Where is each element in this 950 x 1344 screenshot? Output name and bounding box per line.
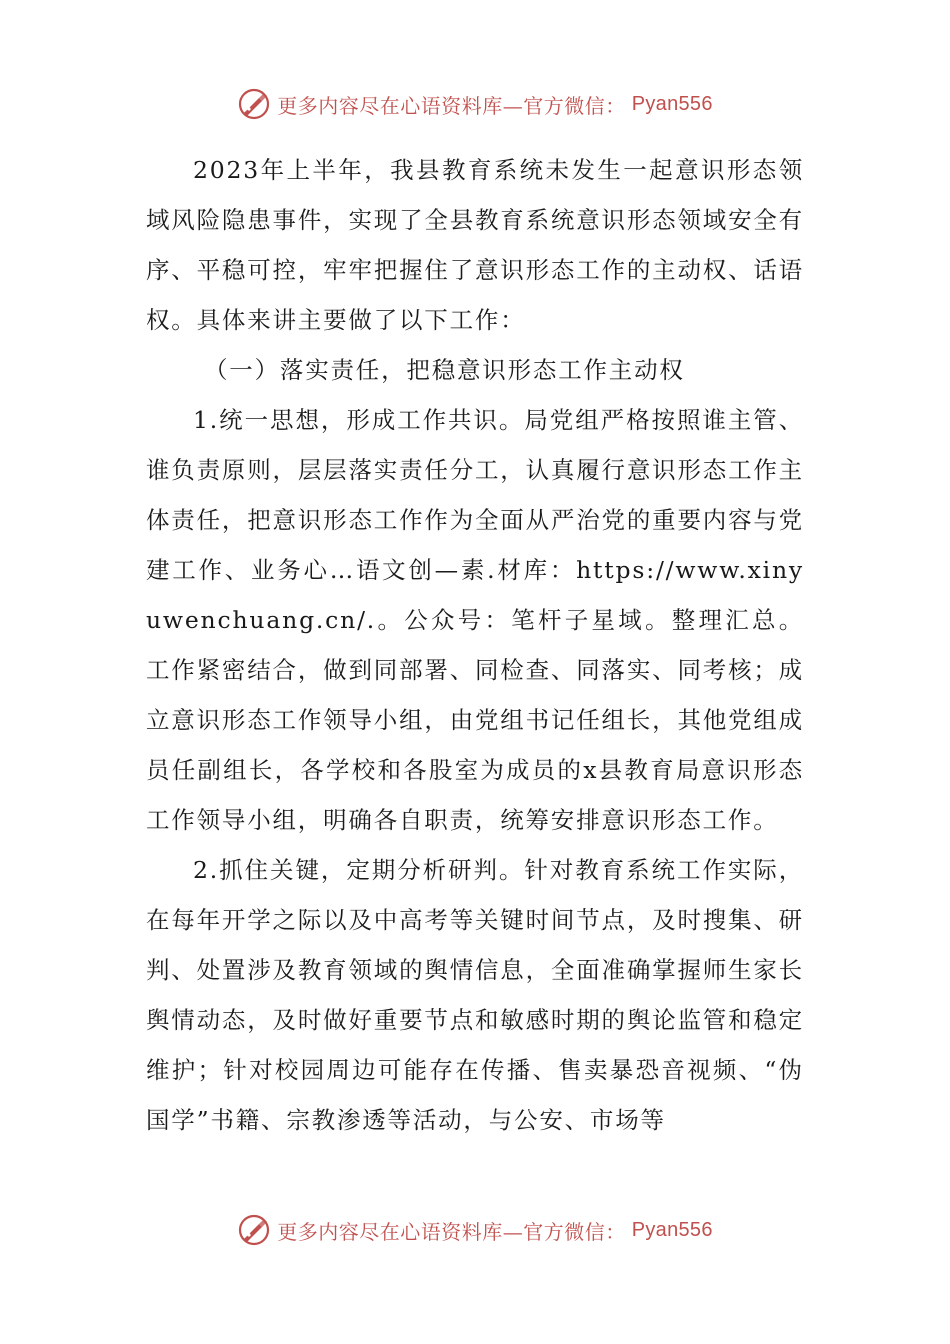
header-wechat-id: Pyan556 [631,92,713,115]
brand-banner-footer[interactable] [237,1213,713,1247]
document-body [146,145,804,1145]
footer-brand-text: 更多内容尽在心语资料库—官方微信： [277,1219,626,1244]
paragraph-intro: 2023年上半年，我县教育系统未发生一起意识形态领域风险隐患事件，实现了全县教育系统意识形态领域安全有序、平稳可控，牢牢把握住了意识形态工作的主动权、话语权。具体来讲主要做了以下工作： [146,156,804,334]
pen-nib-logo-icon [237,87,271,121]
page-header [0,84,950,124]
paragraph-item-2: 2.抓住关键，定期分析研判。针对教育系统工作实际，在每年开学之际以及中高考等关键时间节点，及时搜集、研判、处置涉及教育领域的舆情信息，全面准确掌握师生家长舆情动态，及时做好重要节点和敏感时期的舆论监管和稳定维护；针对校园周边可能存在传播、售卖暴恐音视频、“伪国学”书籍、宗教渗透等活动，与公安、市场等 [146,856,804,1134]
header-brand-text: 更多内容尽在心语资料库—官方微信： [277,93,626,118]
pen-nib-logo-icon [237,1213,271,1247]
page-footer [0,1210,950,1250]
section-heading-1: （一）落实责任，把稳意识形态工作主动权 [204,356,685,384]
paragraph-item-1: 1.统一思想，形成工作共识。局党组严格按照谁主管、谁负责原则，层层落实责任分工，认真履行意识形态工作主体责任，把意识形态工作作为全面从严治党的重要内容与党建工作、业务心…语文创—素.材库：https://www.xinyuwenchuang.cn/.。公众号：笔杆子星域。整理汇总。工作紧密结合，做到同部署、同检查、同落实、同考核；成立意识形态工作领导小组，由党组书记任组长，其他党组成员任副组长，各学校和各股室为成员的x县教育局意识形态工作领导小组，明确各自职责，统筹安排意识形态工作。 [146,406,804,834]
brand-banner[interactable] [237,87,713,121]
footer-wechat-id: Pyan556 [631,1218,713,1241]
